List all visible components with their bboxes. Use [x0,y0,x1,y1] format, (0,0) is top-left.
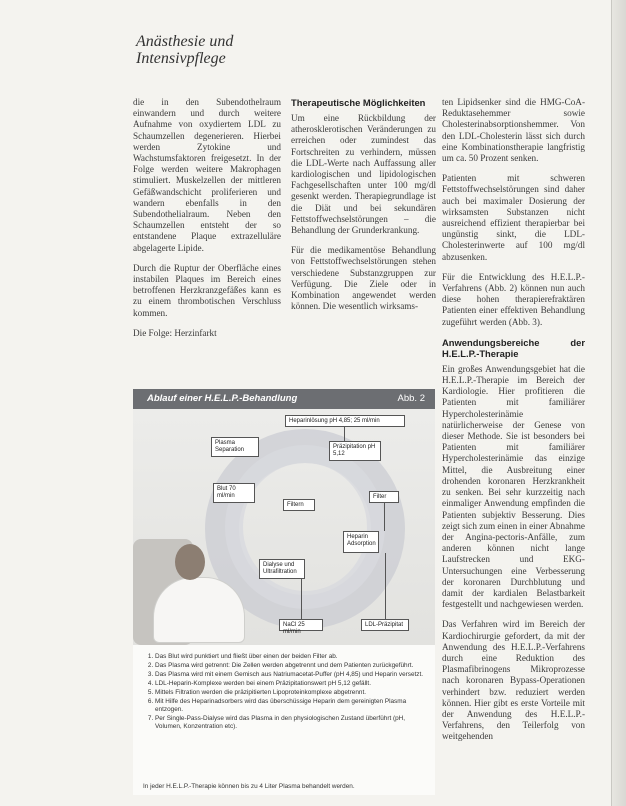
text-column-1 [133,97,281,348]
box-heparin-adsorption: Heparin Adsorption [343,531,379,553]
box-plasma-separation: Plasma Separation [211,437,259,457]
paragraph: die in den Subendothelraum einwandern und durch weitere Aufnahme von oxydiertem LDL zu Schaumzellen degenerieren. Hierbei werden Zytokine und Wachstumsfaktoren freigesetzt. In der Folge werden weitere Makrophagen stimuliert. Muskelzellen der mittleren Gefäßwandschicht proliferieren und wandern ebenfalls in den Subendothelialraum. Neben den Schaumzellen entsteht der so entstandene Plaque extrazelluläre abgelagerte Lipide. [133,97,281,253]
box-precipitation: Präzipitation pH 5,12 [329,441,381,461]
step-item: 6. Mit Hilfe des Heparinadsorbers wird das überschüssige Heparin dem gereinigten Plasma entzogen. [155,698,425,715]
box-nacl: NaCl 25 ml/min [279,619,323,631]
patient-body [153,577,245,643]
text-column-2 [291,97,436,321]
paragraph: Die Folge: Herzinfarkt [133,327,217,338]
step-item: 7. Per Single-Pass-Dialyse wird das Plasma in den physiologischen Zustand überführt (pH, Volumen, Konzentration etc). [155,715,425,732]
heading-therapy: Therapeutische Möglichkeiten [291,97,426,108]
box-filtern: Filtern [283,499,315,511]
step-item: 1. Das Blut wird punktiert und fließt über einen der beiden Filter ab. [155,653,425,661]
figure-label: Abb. 2 [397,393,425,404]
step-item: 5. Mittels Filtration werden die präzipitierten Lipoproteinkomplexe abgetrennt. [155,689,425,697]
box-dialysis: Dialyse und Ultrafiltration [259,559,305,579]
step-item: 2. Das Plasma wird getrennt: Die Zellen werden abgetrennt und dem Patienten zurückgeführt. [155,662,425,670]
paragraph: Patienten mit schweren Fettstoffwechselstörungen sind daher auch bei maximaler Dosierung der wirksamsten Substanzen nicht ausreichend effizient therapierbar bei ungünstig sinkt, die LDL-Cholesterinwerte auf 100 mg/dl abzusenken. [442,173,585,262]
step-item: 3. Das Plasma wird mit einem Gemisch aus Natriumacetat-Puffer (pH 4,85) und Heparin versetzt. [155,671,425,679]
paragraph: Für die Entwicklung des H.E.L.P.-Verfahrens (Abb. 2) können nun auch diese hohen therapierefraktären Patienten einer effektiven Behandlung zugeführt werden (Abb. 3). [442,271,585,327]
figure-title: Ablauf einer H.E.L.P.-Behandlung [147,393,298,404]
box-blood: Blut 70 ml/min [213,483,255,503]
paragraph: ten Lipidsenker sind die HMG-CoA-Reduktasehemmer sowie Cholesterinabsorptionshemmer. Von den LDL-Cholesterin lässt sich durch eine Kombinationstherapie langfristig um ca. 50 Prozent senken. [442,97,585,164]
text-column-3 [442,97,585,752]
patient-head [175,544,205,580]
paragraph: Durch die Ruptur der Oberfläche eines instabilen Plaques im Bereich eines betroffenen Herzkranzgefäßes kann es zu einem thrombotischen Verschluss kommen. [133,262,281,318]
figure-note: In jeder H.E.L.P.-Therapie können bis zu 4 Liter Plasma behandelt werden. [143,782,355,790]
circuit-ring-inner [225,445,385,609]
section-title: Anästhesie und Intensivpflege [136,33,234,67]
figure-help-treatment [133,389,435,795]
heading-applications: Anwendungsbereiche der H.E.L.P.-Therapie [442,336,585,359]
box-filter: Filter [369,491,399,503]
flow-arrow [384,503,385,531]
figure-steps [133,647,435,795]
figure-header [133,389,435,409]
paragraph: Das Verfahren wird im Bereich der Kardiochirurgie gefordert, da mit der Anwendung des H.E.L.P.-Verfahrens durch eine Reduktion des Plasmafibrinogens Mikroprozesse nach koronaren Bypass-Operationen verhindert bzw. reduziert werden können. Hier gibt es erste Vorteile mit der Anwendung des H.E.L.P.-Verfahrens, den Teilerfolg von weitgehenden [442,619,585,742]
flow-arrow [385,553,386,619]
box-ldl-precipitate: LDL-Präzipitat [361,619,409,631]
page-edge [611,0,626,806]
flow-arrow [344,427,345,441]
paragraph: Um eine Rückbildung der atherosklerotischen Veränderungen zu erreichen oder zumindest das Fortschreiten zu verhindern, müssen die LDL-Werte nach Auffassung aller kardiologischen und lipidologischen Fachgesellschaften unter 100 mg/dl gesenkt werden. Therapiegrundlage ist die Diät und bei sekundären Fettstoffwechselstörungen – die Behandlung der Grunderkrankung. [291,113,436,236]
paragraph: Für die medikamentöse Behandlung von Fettstoffwechselstörungen stehen verschiedene Substanzgruppen zur Verfügung. Die Ziele oder in Kombination angewendet werden können. Die wesentlich wirksams- [291,245,436,312]
paragraph: Ein großes Anwendungsgebiet hat die H.E.L.P.-Therapie im Bereich der Kardiologie. Hier profitieren die Patienten mit familiärer Hypercholesterinämie natürlicherweise der Genese von dieser Methode. Sie ist besonders bei Patienten mit familiärer Hypercholesterinämie das einzige Mittel, die Ausbreitung einer drohenden koronaren Herzkrankheit zu senken. Bei sehr kurzzeitig nach einmaliger Anwendung empfinden die Patienten subjektiv Besserung. Dies zeigt sich zum einen in einer Abnahme der Angina-pectoris-Anfälle, zum anderen können nicht lange Laufstrecken und EKG-Untersuchungen eine Verbesserung der koronaren Durchblutung und damit der kardialen Belastbarkeit festgestellt und nachgewiesen werden. [442,363,585,610]
step-item: 4. LDL-Heparin-Komplexe werden bei einem Präzipitationswert pH 5,12 gefällt. [155,680,425,688]
flow-arrow [301,579,302,619]
box-heparin-solution: Heparinlösung pH 4,85; 25 ml/min [285,415,405,427]
figure-photo [133,409,435,645]
